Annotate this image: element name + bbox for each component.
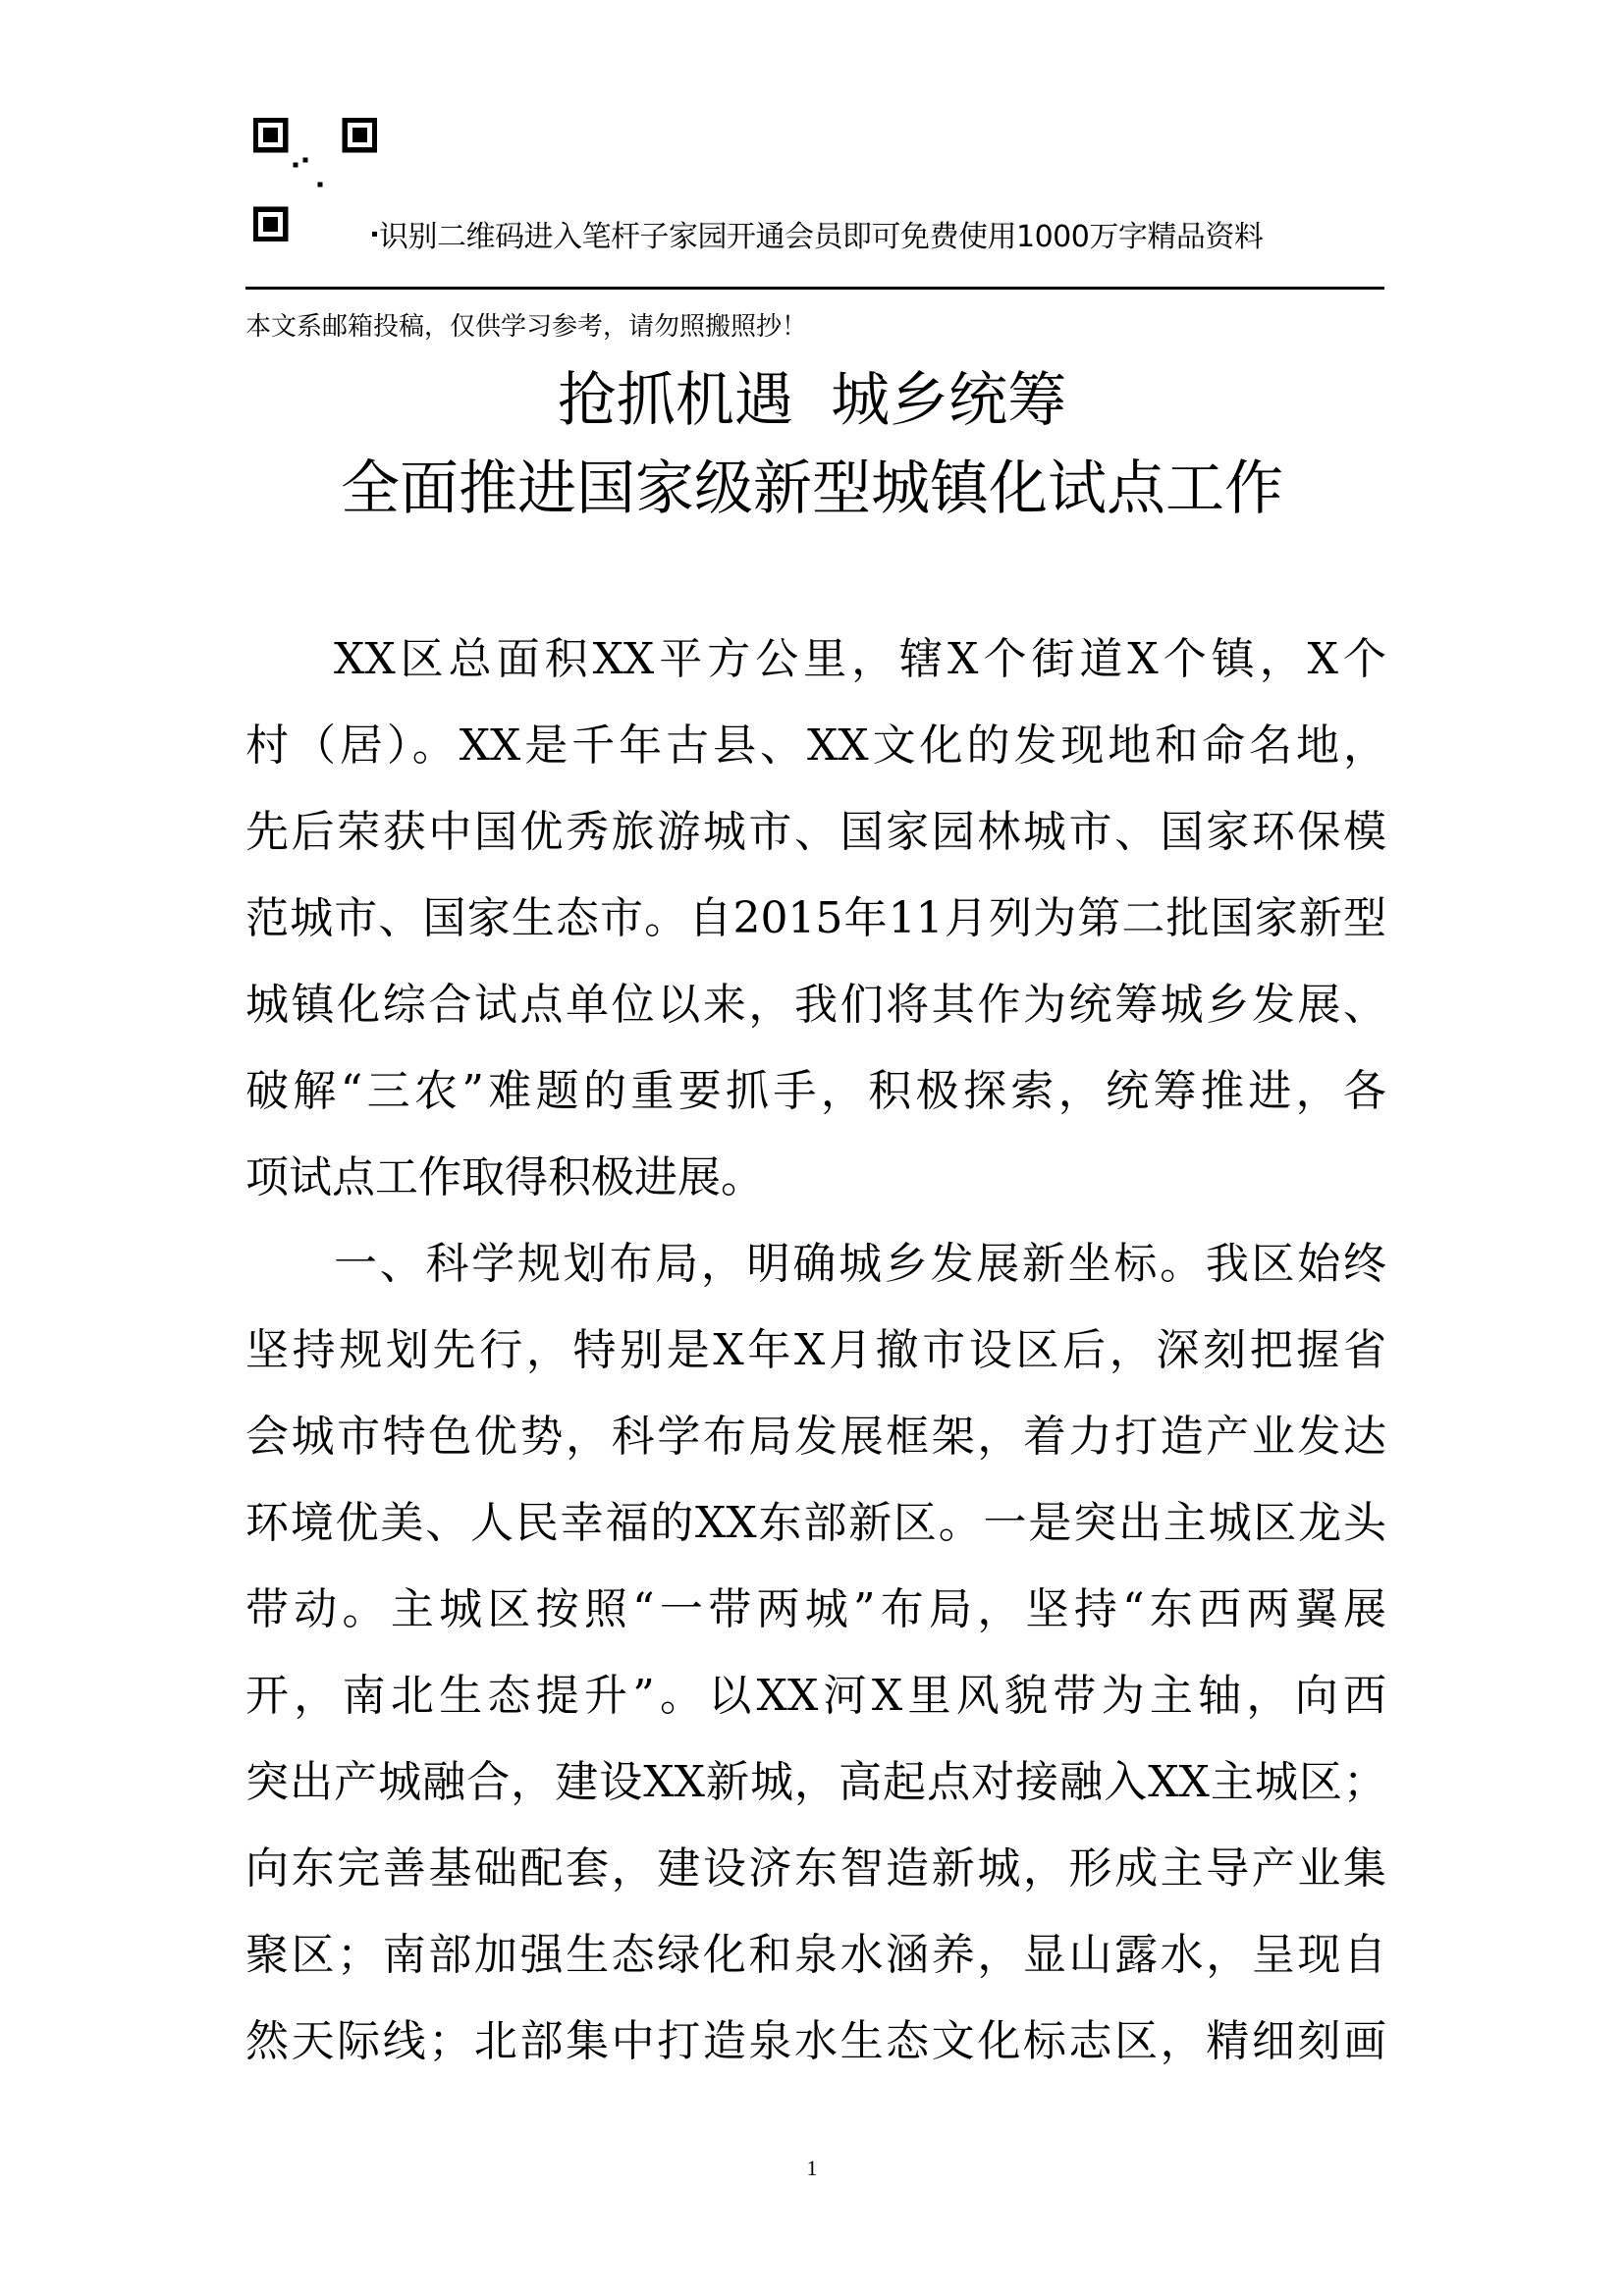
text-line: 向东完善基础配套，建设济东智造新城，形成主导产业集 <box>245 1843 1386 1894</box>
text-line: 村（居）。XX是千年古县、XX文化的发现地和命名地， <box>245 721 1386 771</box>
text-line: 环境优美、人民幸福的XX东部新区。一是突出主城区龙头 <box>245 1498 1386 1548</box>
text-line: 然天际线；北部集中打造泉水生态文化标志区，精细刻画 <box>245 2016 1386 2066</box>
text-line: 开，南北生态提升”。以XX河X里风貌带为主轴，向西 <box>245 1671 1386 1721</box>
text-line: 一、科学规划布局，明确城乡发展新坐标。我区始终 <box>334 1239 1386 1289</box>
title-line-2: 全面推进国家级新型城镇化试点工作 <box>341 454 1283 523</box>
paragraph <box>245 616 1386 1221</box>
submission-note: 本文系邮箱投稿，仅供学习参考，请勿照搬照抄！ <box>245 312 808 342</box>
text-line: 聚区；南部加强生态绿化和泉水涵养，显山露水，呈现自 <box>245 1930 1386 1980</box>
document-body <box>245 616 1386 2085</box>
text-line: 范城市、国家生态市。自2015年11月列为第二批国家新型 <box>245 893 1386 943</box>
text-line: 突出产城融合，建设XX新城，高起点对接融入XX主城区； <box>245 1757 1386 1807</box>
text-line: 先后荣获中国优秀旅游城市、国家园林城市、国家环保模 <box>245 807 1386 857</box>
text-line: 带动。主城区按照“一带两城”布局，坚持“东西两翼展 <box>245 1584 1386 1634</box>
paragraph <box>245 1221 1386 2085</box>
text-line: 坚持规划先行，特别是X年X月撤市设区后，深刻把握省 <box>245 1325 1386 1375</box>
qr-code-image <box>253 118 377 241</box>
text-line: 破解“三农”难题的重要抓手，积极探索，统筹推进，各 <box>245 1066 1386 1116</box>
text-line: 城镇化综合试点单位以来，我们将其作为统筹城乡发展、 <box>245 980 1386 1030</box>
header-rule <box>245 287 1384 290</box>
text-line: XX区总面积XX平方公里，辖X个街道X个镇，X个 <box>334 634 1386 684</box>
title-line-1: 抢抓机遇 城乡统筹 <box>557 366 1067 435</box>
text-line: 会城市特色优势，科学布局发展框架，着力打造产业发达 <box>245 1412 1386 1462</box>
page-number: 1 <box>806 2156 818 2180</box>
qr-caption: 识别二维码进入笔杆子家园开通会员即可免费使用1000万字精品资料 <box>379 220 1264 254</box>
text-line: 项试点工作取得积极进展。 <box>245 1152 764 1202</box>
